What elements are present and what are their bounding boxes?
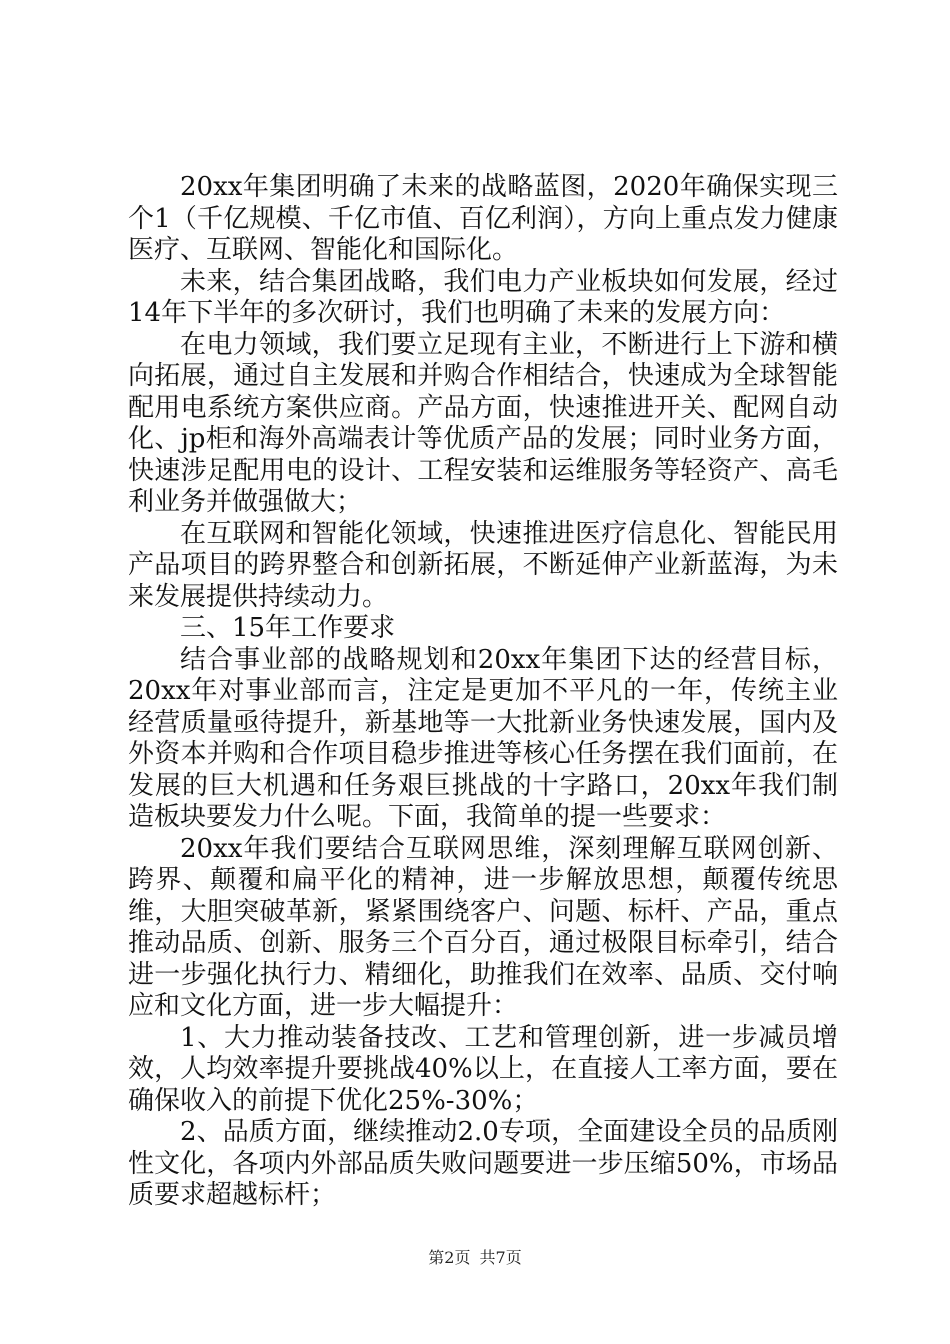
page-number: 第2页 [428, 1248, 471, 1267]
paragraph: 20xx年我们要结合互联网思维，深刻理解互联网创新、跨界、颠覆和扁平化的精神，进一步解放思想，颠覆传统思维，大胆突破革新，紧紧围绕客户、问题、标杆、产品，重点推动品质、创新、服务三个百分百，通过极限目标牵引，结合进一步强化执行力、精细化，助推我们在效率、品质、交付响应和文化方面，进一步大幅提升： [128, 833, 838, 1021]
paragraph: 20xx年集团明确了未来的战略蓝图，2020年确保实现三个1（千亿规模、千亿市值、百亿利润），方向上重点发力健康医疗、互联网、智能化和国际化。 [128, 172, 838, 265]
paragraph: 2、品质方面，继续推动2.0专项，全面建设全员的品质刚性文化，各项内外部品质失败问题要进一步压缩50%，市场品质要求超越标杆； [128, 1117, 838, 1210]
paragraph: 结合事业部的战略规划和20xx年集团下达的经营目标，20xx年对事业部而言，注定是更加不平凡的一年，传统主业经营质量亟待提升，新基地等一大批新业务快速发展，国内及外资本并购和合作项目稳步推进等核心任务摆在我们面前，在发展的巨大机遇和任务艰巨挑战的十字路口，20xx年我们制造板块要发力什么呢。下面，我简单的提一些要求： [128, 644, 838, 832]
paragraph: 1、大力推动装备技改、工艺和管理创新，进一步减员增效，人均效率提升要挑战40%以上，在直接人工率方面，要在确保收入的前提下优化25%-30%； [128, 1022, 838, 1116]
paragraph: 未来，结合集团战略，我们电力产业板块如何发展，经过14年下半年的多次研讨，我们也明确了未来的发展方向： [128, 266, 838, 328]
section-heading: 三、15年工作要求 [180, 613, 396, 643]
page-footer [0, 1245, 950, 1268]
page-total: 共7页 [479, 1248, 522, 1267]
paragraph: 在电力领域，我们要立足现有主业，不断进行上下游和横向拓展，通过自主发展和并购合作相结合，快速成为全球智能配用电系统方案供应商。产品方面，快速推进开关、配网自动化、jp柜和海外高端表计等优质产品的发展；同时业务方面，快速涉足配用电的设计、工程安装和运维服务等轻资产、高毛利业务并做强做大； [128, 329, 838, 517]
paragraph: 在互联网和智能化领域，快速推进医疗信息化、智能民用产品项目的跨界整合和创新拓展，不断延伸产业新蓝海，为未来发展提供持续动力。 [128, 518, 838, 612]
document-body [128, 172, 838, 1212]
